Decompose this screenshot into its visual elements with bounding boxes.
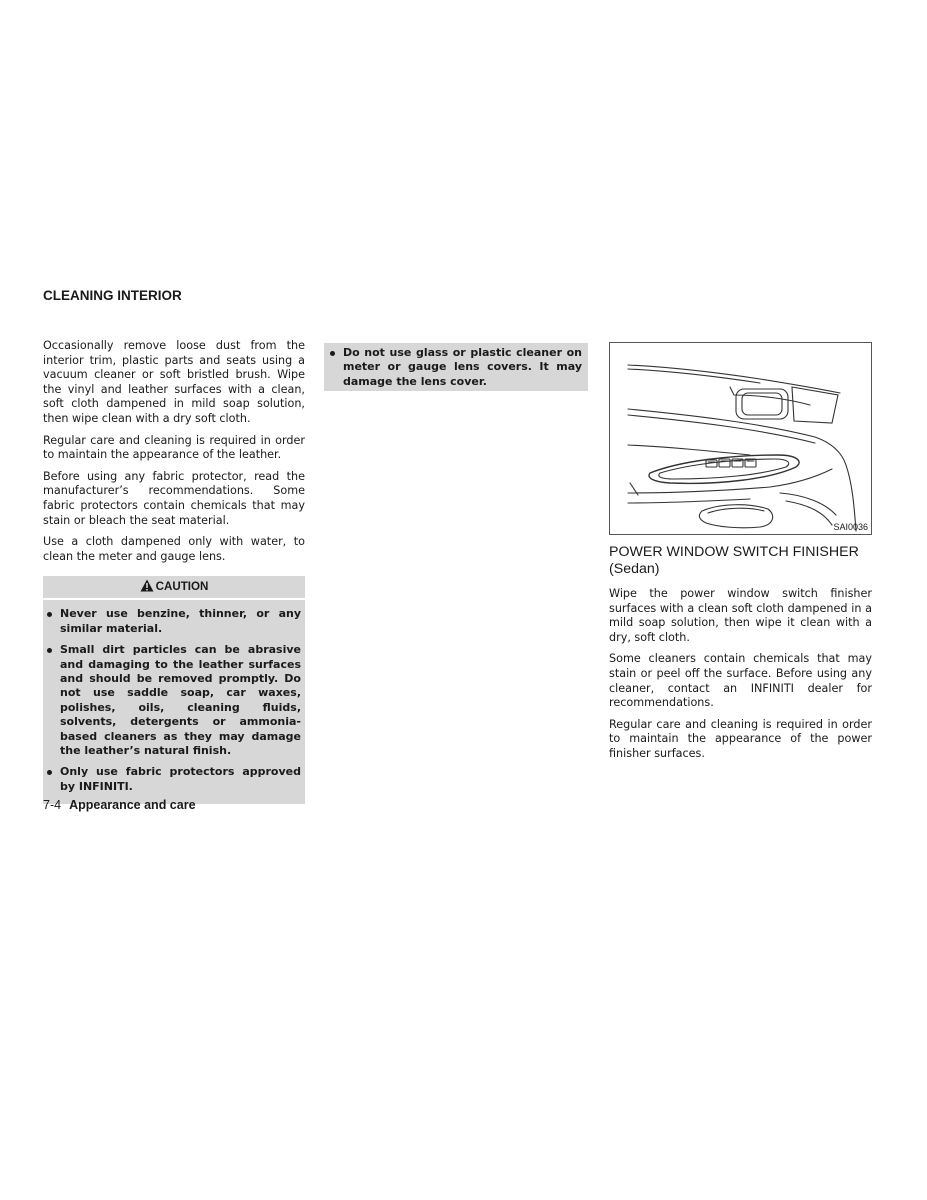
paragraph: Occasionally remove loose dust from the interior trim, plastic parts and seats using a vacuum cleaner or soft bristled brush. Wipe the vinyl and leather surfaces with a clean, soft cloth dampened in mild soap solution, then wipe clean with a dry soft cloth.: [43, 339, 305, 425]
paragraph: Use a cloth dampened only with water, to clean the meter and gauge lens.: [43, 535, 305, 563]
bullet-icon: [330, 351, 335, 356]
page-footer: [43, 798, 196, 812]
sub-heading-line: POWER WINDOW SWITCH FINISHER: [609, 544, 859, 560]
power-window-switch-illustration: [609, 342, 872, 535]
caution-item: Never use benzine, thinner, or any similar material.: [43, 607, 305, 636]
bullet-icon: [47, 612, 52, 617]
column-3: [609, 342, 872, 769]
column-2: [324, 343, 588, 391]
caution-item: Small dirt particles can be abrasive and damaging to the leather surfaces and should be removed promptly. Do not use saddle soap, car waxes, polishes, oils, cleaning fluids, solvents, detergents or ammonia-based cleaners as they may damage the leather’s natural finish.: [43, 643, 305, 758]
column-1: [43, 339, 305, 804]
caution-item: Do not use glass or plastic cleaner on meter or gauge lens covers. It may damage the lens cover.: [326, 346, 586, 389]
caution-title: CAUTION: [155, 580, 209, 594]
sub-heading: [609, 544, 872, 578]
section-title: CLEANING INTERIOR: [43, 288, 182, 303]
caution-item: Only use fabric protectors approved by INFINITI.: [43, 765, 305, 794]
door-panel-drawing: [610, 343, 871, 534]
figure-code: SAI0036: [833, 522, 868, 532]
sub-heading-line: (Sedan): [609, 561, 660, 577]
paragraph: Wipe the power window switch finisher surfaces with a clean soft cloth dampened in a mild soap solution, then wipe it clean with a dry, soft cloth.: [609, 587, 872, 644]
warning-triangle-icon: [140, 579, 154, 595]
bullet-icon: [47, 648, 52, 653]
caution-box: [43, 576, 305, 804]
paragraph: Some cleaners contain chemicals that may stain or peel off the surface. Before using any cleaner, contact an INFINITI dealer for recommendations.: [609, 652, 872, 710]
bullet-icon: [47, 770, 52, 775]
footer-section-name: Appearance and care: [69, 798, 196, 812]
paragraph: Before using any fabric protector, read the manufacturer’s recommendations. Some fabric protectors contain chemicals that may stain or bleach the seat material.: [43, 469, 305, 527]
page-number: 7-4: [43, 798, 62, 812]
caution-continued-box: [324, 343, 588, 391]
paragraph: Regular care and cleaning is required in order to maintain the appearance of the power finisher surfaces.: [609, 717, 872, 760]
paragraph: Regular care and cleaning is required in order to maintain the appearance of the leather.: [43, 433, 305, 462]
caution-header: [43, 576, 305, 600]
